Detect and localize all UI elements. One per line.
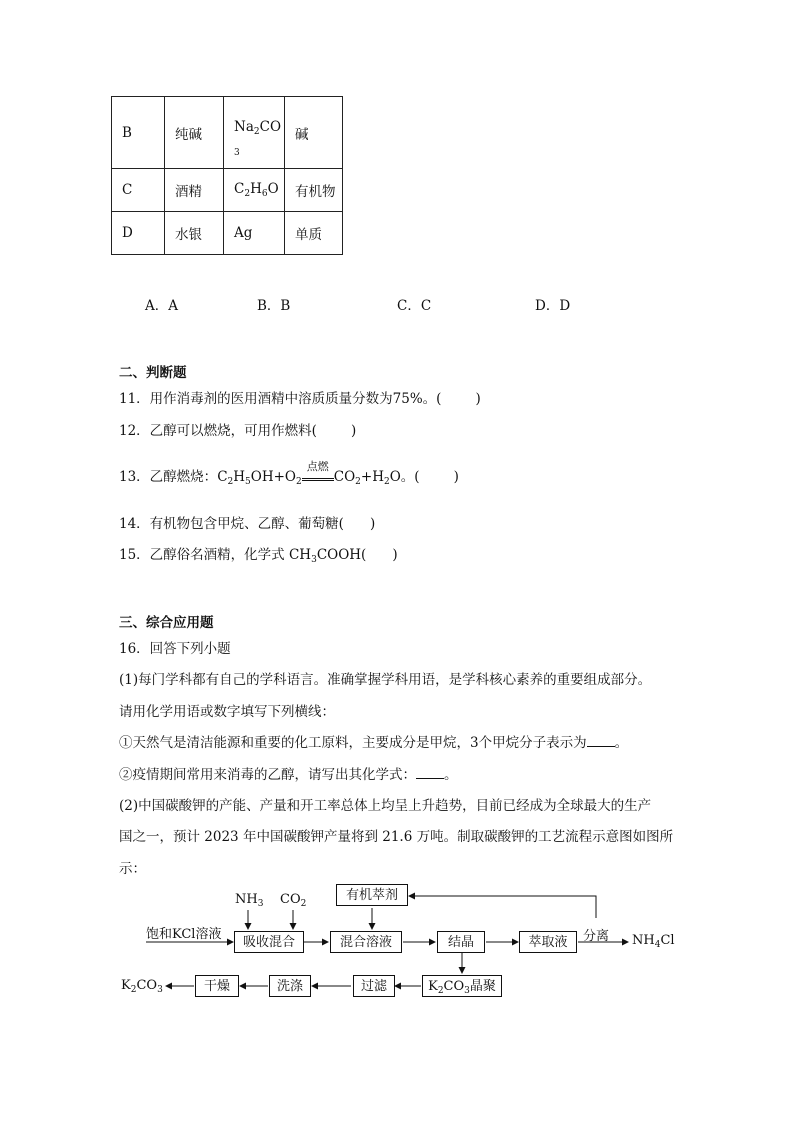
label-separate: 分离 <box>583 929 610 944</box>
label-nh4cl: $NH_4Cl$ <box>632 933 675 950</box>
box-k2co3-crystal: $K_2CO_3$晶聚 <box>422 975 502 997</box>
reaction-condition: 点燃 <box>302 471 334 481</box>
paragraph: (1)每门学科都有自己的学科语言。准确掌握学科用语，是学科核心素养的重要组成部分。 <box>119 672 652 688</box>
label-co2: $CO_2$ <box>280 892 307 909</box>
box-absorb-mix: 吸收混合 <box>234 931 304 953</box>
question-16: 16．回答下列小题 <box>119 641 231 657</box>
paragraph: 示： <box>119 861 146 877</box>
box-dry: 干燥 <box>195 975 239 997</box>
question-14: 14．有机物包含甲烷、乙醇、葡萄糖( ) <box>119 516 376 532</box>
substance-class: 单质 <box>285 212 343 255</box>
label-k2co3: $K_2CO_3$ <box>121 978 163 995</box>
paragraph: ②疫情期间常用来消毒的乙醇，请写出其化学式： 。 <box>119 767 458 783</box>
label-nh3: $NH_3$ <box>235 892 264 909</box>
box-extract: 萃取液 <box>519 931 577 953</box>
row-letter: C <box>112 169 165 212</box>
substance-class: 碱 <box>285 97 343 169</box>
paragraph: ①天然气是清洁能源和重要的化工原料，主要成分是甲烷，3个甲烷分子表示为 。 <box>119 735 629 751</box>
choice-a[interactable]: A．A <box>145 298 178 314</box>
question-13: 13．乙醇燃烧：$C_2H_5OH+O_2$ 点燃 $CO_2+H_2O$。( ) <box>119 460 459 487</box>
substance-name: 酒精 <box>165 169 224 212</box>
box-filter: 过滤 <box>353 975 395 997</box>
substance-class: 有机物 <box>285 169 343 212</box>
paragraph: (2)中国碳酸钾的产能、产量和开工率总体上均呈上升趋势，目前已经成为全球最大的生产 <box>119 798 652 814</box>
row-letter: D <box>112 212 165 255</box>
paragraph: 国之一，预计 2023 年中国碳酸钾产量将到 21.6 万吨。制取碳酸钾的工艺流程示意图如图所 <box>119 829 674 845</box>
choice-b[interactable]: B．B <box>257 298 291 314</box>
question-15: 15．乙醇俗名酒精，化学式 $CH_3COOH$( ) <box>119 547 398 565</box>
box-mixed-solution: 混合溶液 <box>330 931 402 953</box>
box-wash: 洗涤 <box>269 975 311 997</box>
paragraph: 请用化学用语或数字填写下列横线： <box>119 704 335 720</box>
row-letter: B <box>112 97 165 169</box>
substance-name: 水银 <box>165 212 224 255</box>
chemical-formula: $Na_2CO$ 3 <box>224 97 285 169</box>
label-input: 饱和KCl溶液 <box>146 927 222 942</box>
substance-name: 纯碱 <box>165 97 224 169</box>
section-title: 三、综合应用题 <box>119 615 214 631</box>
question-12: 12．乙醇可以燃烧，可用作燃料( ) <box>119 423 357 439</box>
box-solvent: 有机萃剂 <box>336 884 408 906</box>
question-11: 11．用作消毒剂的医用酒精中溶质质量分数为75%。( ) <box>119 391 481 407</box>
choice-d[interactable]: D．D <box>535 298 571 314</box>
chemical-formula: $C_2H_6O$ <box>224 169 285 212</box>
choice-c[interactable]: C．C <box>397 298 432 314</box>
box-crystallize: 结晶 <box>437 931 485 953</box>
chemical-formula: Ag <box>224 212 285 255</box>
section-title: 二、判断题 <box>119 365 187 381</box>
